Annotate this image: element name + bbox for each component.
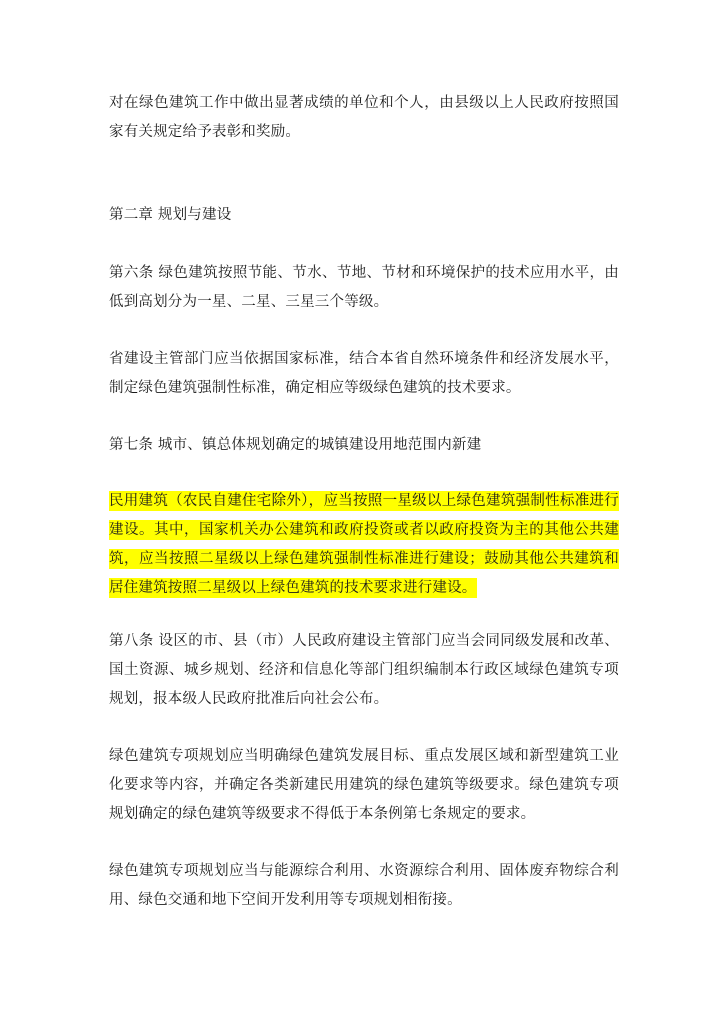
- highlighted-text: 民用建筑（农民自建住宅除外），应当按照一星级以上绿色建筑强制性标准进行建设。其中，国家机关办公建筑和政府投资或者以政府投资为主的其他公共建筑，应当按照二星级以上绿色建筑强制性标准进行建设；鼓励其他公共建筑和居住建筑按照二星级以上绿色建筑的技术要求进行建设。: [109, 493, 619, 596]
- article-8: 第八条 设区的市、县（市）人民政府建设主管部门应当会同同级发展和改革、国土资源、城乡规划、经济和信息化等部门组织编制本行政区域绿色建筑专项规划，报本级人民政府批准后向社会公布。: [109, 633, 619, 707]
- article-7-heading: 第七条 城市、镇总体规划确定的城镇建设用地范围内新建: [109, 437, 482, 453]
- chapter-heading: 第二章 规划与建设: [109, 207, 232, 223]
- paragraph-provincial-standard: 省建设主管部门应当依据国家标准，结合本省自然环境条件和经济发展水平，制定绿色建筑强制性标准，确定相应等级绿色建筑的技术要求。: [109, 351, 619, 396]
- article-6: 第六条 绿色建筑按照节能、节水、节地、节材和环境保护的技术应用水平，由低到高划分为一星、二星、三星三个等级。: [109, 265, 619, 310]
- paragraph-special-plan-coordination: 绿色建筑专项规划应当与能源综合利用、水资源综合利用、固体废弃物综合利用、绿色交通和地下空间开发利用等专项规划相衔接。: [109, 863, 619, 908]
- paragraph-commendation: 对在绿色建筑工作中做出显著成绩的单位和个人，由县级以上人民政府按照国家有关规定给予表彰和奖励。: [109, 95, 619, 140]
- paragraph-special-plan-content: 绿色建筑专项规划应当明确绿色建筑发展目标、重点发展区域和新型建筑工业化要求等内容，并确定各类新建民用建筑的绿色建筑等级要求。绿色建筑专项规划确定的绿色建筑等级要求不得低于本条例第七条规定的要求。: [109, 748, 619, 822]
- highlighted-paragraph: [109, 487, 619, 603]
